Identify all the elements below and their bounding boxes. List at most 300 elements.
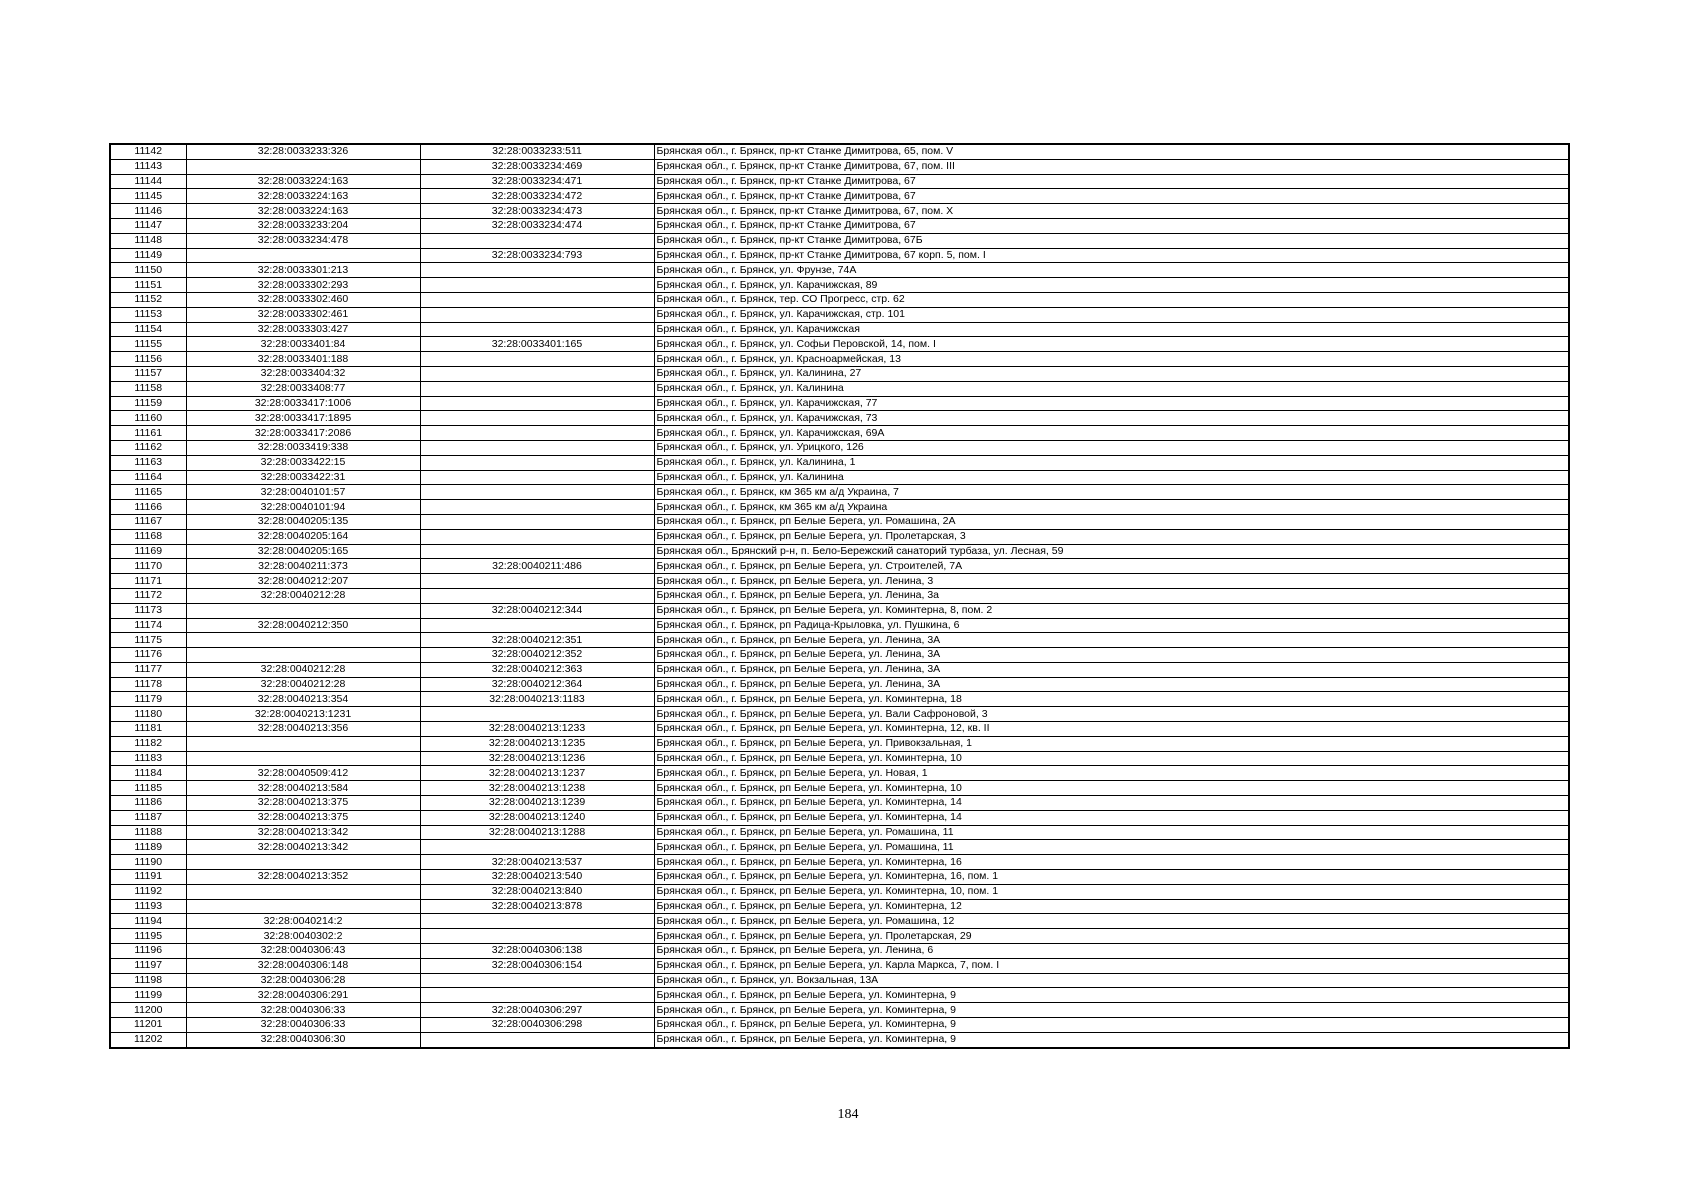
land-cadastral-number-cell: 32:28:0040101:94: [186, 500, 420, 515]
land-cadastral-number-cell: [186, 633, 420, 648]
object-cadastral-number-cell: 32:28:0040213:537: [420, 855, 654, 870]
table-row: [110, 307, 1569, 322]
table-row: [110, 899, 1569, 914]
row-number-cell: 11183: [110, 751, 186, 766]
table-row: [110, 233, 1569, 248]
table-row: [110, 381, 1569, 396]
object-cadastral-number-cell: 32:28:0040213:878: [420, 899, 654, 914]
row-number-cell: 11156: [110, 352, 186, 367]
table-row: [110, 322, 1569, 337]
row-number-cell: 11181: [110, 722, 186, 737]
address-cell: Брянская обл., г. Брянск, рп Белые Берега, ул. Ленина, 6: [654, 944, 1569, 959]
row-number-cell: 11176: [110, 648, 186, 663]
row-number-cell: 11157: [110, 366, 186, 381]
object-cadastral-number-cell: [420, 485, 654, 500]
table-row: [110, 278, 1569, 293]
row-number-cell: 11200: [110, 1003, 186, 1018]
registry-table: [109, 143, 1570, 1049]
address-cell: Брянская обл., г. Брянск, рп Белые Берега, ул. Коминтерна, 18: [654, 692, 1569, 707]
land-cadastral-number-cell: 32:28:0033302:460: [186, 292, 420, 307]
row-number-cell: 11162: [110, 440, 186, 455]
land-cadastral-number-cell: 32:28:0033233:204: [186, 218, 420, 233]
object-cadastral-number-cell: [420, 322, 654, 337]
land-cadastral-number-cell: 32:28:0033401:84: [186, 337, 420, 352]
address-cell: Брянская обл., г. Брянск, ул. Калинина: [654, 381, 1569, 396]
row-number-cell: 11201: [110, 1018, 186, 1033]
table-row: [110, 411, 1569, 426]
table-row: [110, 204, 1569, 219]
address-cell: Брянская обл., г. Брянск, ул. Калинина, 27: [654, 366, 1569, 381]
table-row: [110, 766, 1569, 781]
row-number-cell: 11151: [110, 278, 186, 293]
row-number-cell: 11152: [110, 292, 186, 307]
object-cadastral-number-cell: 32:28:0040213:1288: [420, 825, 654, 840]
land-cadastral-number-cell: 32:28:0040213:342: [186, 825, 420, 840]
address-cell: Брянская обл., г. Брянск, рп Белые Берега, ул. Строителей, 7А: [654, 559, 1569, 574]
address-cell: Брянская обл., г. Брянск, рп Белые Берега, ул. Коминтерна, 10: [654, 751, 1569, 766]
object-cadastral-number-cell: [420, 366, 654, 381]
land-cadastral-number-cell: 32:28:0040212:28: [186, 588, 420, 603]
address-cell: Брянская обл., г. Брянск, пр-кт Станке Димитрова, 67, пом. III: [654, 159, 1569, 174]
row-number-cell: 11153: [110, 307, 186, 322]
object-cadastral-number-cell: [420, 500, 654, 515]
object-cadastral-number-cell: [420, 988, 654, 1003]
row-number-cell: 11175: [110, 633, 186, 648]
table-row: [110, 189, 1569, 204]
address-cell: Брянская обл., г. Брянск, ул. Карачижская, 73: [654, 411, 1569, 426]
land-cadastral-number-cell: [186, 899, 420, 914]
land-cadastral-number-cell: 32:28:0040306:33: [186, 1018, 420, 1033]
land-cadastral-number-cell: 32:28:0040509:412: [186, 766, 420, 781]
land-cadastral-number-cell: 32:28:0033408:77: [186, 381, 420, 396]
address-cell: Брянская обл., г. Брянск, пр-кт Станке Димитрова, 67: [654, 218, 1569, 233]
row-number-cell: 11168: [110, 529, 186, 544]
table-row: [110, 618, 1569, 633]
table-row: [110, 840, 1569, 855]
table-row: [110, 248, 1569, 263]
object-cadastral-number-cell: 32:28:0040213:1238: [420, 781, 654, 796]
object-cadastral-number-cell: [420, 455, 654, 470]
table-row: [110, 751, 1569, 766]
land-cadastral-number-cell: 32:28:0033419:338: [186, 440, 420, 455]
land-cadastral-number-cell: [186, 159, 420, 174]
table-row: [110, 426, 1569, 441]
row-number-cell: 11202: [110, 1032, 186, 1047]
object-cadastral-number-cell: 32:28:0040213:1236: [420, 751, 654, 766]
table-row: [110, 500, 1569, 515]
address-cell: Брянская обл., г. Брянск, км 365 км а/д Украина, 7: [654, 485, 1569, 500]
land-cadastral-number-cell: [186, 736, 420, 751]
row-number-cell: 11190: [110, 855, 186, 870]
row-number-cell: 11188: [110, 825, 186, 840]
address-cell: Брянская обл., г. Брянск, ул. Карачижская, 77: [654, 396, 1569, 411]
table-row: [110, 263, 1569, 278]
land-cadastral-number-cell: 32:28:0040306:148: [186, 958, 420, 973]
table-row: [110, 144, 1569, 159]
object-cadastral-number-cell: 32:28:0033234:469: [420, 159, 654, 174]
land-cadastral-number-cell: 32:28:0033404:32: [186, 366, 420, 381]
object-cadastral-number-cell: [420, 440, 654, 455]
table-row: [110, 603, 1569, 618]
address-cell: Брянская обл., г. Брянск, ул. Карачижская, 89: [654, 278, 1569, 293]
object-cadastral-number-cell: 32:28:0040211:486: [420, 559, 654, 574]
object-cadastral-number-cell: 32:28:0040306:298: [420, 1018, 654, 1033]
table-row: [110, 648, 1569, 663]
table-row: [110, 440, 1569, 455]
land-cadastral-number-cell: 32:28:0040306:28: [186, 973, 420, 988]
object-cadastral-number-cell: [420, 618, 654, 633]
row-number-cell: 11166: [110, 500, 186, 515]
object-cadastral-number-cell: 32:28:0040212:364: [420, 677, 654, 692]
row-number-cell: 11155: [110, 337, 186, 352]
table-row: [110, 544, 1569, 559]
address-cell: Брянская обл., г. Брянск, рп Белые Берега, ул. Коминтерна, 8, пом. 2: [654, 603, 1569, 618]
address-cell: Брянская обл., г. Брянск, ул. Урицкого, 126: [654, 440, 1569, 455]
row-number-cell: 11147: [110, 218, 186, 233]
address-cell: Брянская обл., г. Брянск, тер. СО Прогресс, стр. 62: [654, 292, 1569, 307]
object-cadastral-number-cell: 32:28:0040306:138: [420, 944, 654, 959]
object-cadastral-number-cell: 32:28:0033234:472: [420, 189, 654, 204]
object-cadastral-number-cell: [420, 529, 654, 544]
land-cadastral-number-cell: 32:28:0033224:163: [186, 189, 420, 204]
object-cadastral-number-cell: 32:28:0040212:344: [420, 603, 654, 618]
land-cadastral-number-cell: [186, 855, 420, 870]
address-cell: Брянская обл., г. Брянск, рп Белые Берега, ул. Привокзальная, 1: [654, 736, 1569, 751]
object-cadastral-number-cell: 32:28:0040212:351: [420, 633, 654, 648]
land-cadastral-number-cell: 32:28:0040306:33: [186, 1003, 420, 1018]
object-cadastral-number-cell: [420, 840, 654, 855]
table-row: [110, 692, 1569, 707]
row-number-cell: 11194: [110, 914, 186, 929]
row-number-cell: 11174: [110, 618, 186, 633]
land-cadastral-number-cell: 32:28:0033234:478: [186, 233, 420, 248]
object-cadastral-number-cell: [420, 973, 654, 988]
table-row: [110, 396, 1569, 411]
land-cadastral-number-cell: 32:28:0033417:1895: [186, 411, 420, 426]
land-cadastral-number-cell: 32:28:0040212:28: [186, 677, 420, 692]
row-number-cell: 11161: [110, 426, 186, 441]
table-row: [110, 677, 1569, 692]
object-cadastral-number-cell: 32:28:0040306:297: [420, 1003, 654, 1018]
land-cadastral-number-cell: 32:28:0040213:356: [186, 722, 420, 737]
land-cadastral-number-cell: 32:28:0040213:584: [186, 781, 420, 796]
table-row: [110, 514, 1569, 529]
address-cell: Брянская обл., г. Брянск, рп Белые Берега, ул. Ленина, 3А: [654, 677, 1569, 692]
object-cadastral-number-cell: 32:28:0040213:1183: [420, 692, 654, 707]
table-row: [110, 1018, 1569, 1033]
object-cadastral-number-cell: 32:28:0033234:473: [420, 204, 654, 219]
row-number-cell: 11150: [110, 263, 186, 278]
object-cadastral-number-cell: 32:28:0033401:165: [420, 337, 654, 352]
page-number: 184: [837, 1107, 859, 1122]
object-cadastral-number-cell: 32:28:0040213:1233: [420, 722, 654, 737]
row-number-cell: 11195: [110, 929, 186, 944]
land-cadastral-number-cell: [186, 884, 420, 899]
table-row: [110, 914, 1569, 929]
table-row: [110, 366, 1569, 381]
address-cell: Брянская обл., г. Брянск, рп Белые Берега, ул. Коминтерна, 9: [654, 1032, 1569, 1047]
land-cadastral-number-cell: 32:28:0040213:1231: [186, 707, 420, 722]
address-cell: Брянская обл., г. Брянск, рп Белые Берега, ул. Ленина, 3: [654, 574, 1569, 589]
object-cadastral-number-cell: [420, 263, 654, 278]
land-cadastral-number-cell: 32:28:0040213:375: [186, 810, 420, 825]
row-number-cell: 11149: [110, 248, 186, 263]
object-cadastral-number-cell: [420, 544, 654, 559]
address-cell: Брянская обл., г. Брянск, ул. Красноармейская, 13: [654, 352, 1569, 367]
land-cadastral-number-cell: 32:28:0033224:163: [186, 204, 420, 219]
address-cell: Брянская обл., г. Брянск, ул. Карачижская, 69А: [654, 426, 1569, 441]
row-number-cell: 11164: [110, 470, 186, 485]
object-cadastral-number-cell: [420, 411, 654, 426]
table-row: [110, 574, 1569, 589]
row-number-cell: 11158: [110, 381, 186, 396]
address-cell: Брянская обл., г. Брянск, пр-кт Станке Димитрова, 67 корп. 5, пом. I: [654, 248, 1569, 263]
address-cell: Брянская обл., г. Брянск, рп Белые Берега, ул. Пролетарская, 3: [654, 529, 1569, 544]
address-cell: Брянская обл., г. Брянск, рп Белые Берега, ул. Ленина, 3а: [654, 588, 1569, 603]
object-cadastral-number-cell: [420, 426, 654, 441]
row-number-cell: 11167: [110, 514, 186, 529]
address-cell: Брянская обл., г. Брянск, рп Белые Берега, ул. Карла Маркса, 7, пом. I: [654, 958, 1569, 973]
object-cadastral-number-cell: [420, 292, 654, 307]
land-cadastral-number-cell: 32:28:0033417:1006: [186, 396, 420, 411]
object-cadastral-number-cell: [420, 396, 654, 411]
row-number-cell: 11196: [110, 944, 186, 959]
land-cadastral-number-cell: 32:28:0040212:207: [186, 574, 420, 589]
table-row: [110, 455, 1569, 470]
address-cell: Брянская обл., г. Брянск, рп Белые Берега, ул. Коминтерна, 12: [654, 899, 1569, 914]
object-cadastral-number-cell: [420, 352, 654, 367]
address-cell: Брянская обл., г. Брянск, ул. Фрунзе, 74А: [654, 263, 1569, 278]
table-row: [110, 633, 1569, 648]
address-cell: Брянская обл., г. Брянск, рп Радица-Крыловка, ул. Пушкина, 6: [654, 618, 1569, 633]
table-row: [110, 707, 1569, 722]
row-number-cell: 11184: [110, 766, 186, 781]
object-cadastral-number-cell: [420, 233, 654, 248]
land-cadastral-number-cell: 32:28:0033302:293: [186, 278, 420, 293]
row-number-cell: 11180: [110, 707, 186, 722]
row-number-cell: 11179: [110, 692, 186, 707]
table-row: [110, 958, 1569, 973]
table-row: [110, 796, 1569, 811]
table-row: [110, 218, 1569, 233]
land-cadastral-number-cell: 32:28:0040205:165: [186, 544, 420, 559]
address-cell: Брянская обл., г. Брянск, рп Белые Берега, ул. Пролетарская, 29: [654, 929, 1569, 944]
object-cadastral-number-cell: 32:28:0033234:793: [420, 248, 654, 263]
row-number-cell: 11142: [110, 144, 186, 159]
object-cadastral-number-cell: 32:28:0040213:540: [420, 870, 654, 885]
address-cell: Брянская обл., г. Брянск, рп Белые Берега, ул. Ромашина, 12: [654, 914, 1569, 929]
land-cadastral-number-cell: 32:28:0040213:354: [186, 692, 420, 707]
row-number-cell: 11154: [110, 322, 186, 337]
row-number-cell: 11165: [110, 485, 186, 500]
table-row: [110, 973, 1569, 988]
address-cell: Брянская обл., г. Брянск, ул. Софьи Перовской, 14, пом. I: [654, 337, 1569, 352]
table-row: [110, 929, 1569, 944]
row-number-cell: 11170: [110, 559, 186, 574]
land-cadastral-number-cell: 32:28:0033422:15: [186, 455, 420, 470]
row-number-cell: 11146: [110, 204, 186, 219]
table-row: [110, 292, 1569, 307]
table-row: [110, 825, 1569, 840]
land-cadastral-number-cell: 32:28:0033224:163: [186, 174, 420, 189]
address-cell: Брянская обл., г. Брянск, ул. Калинина: [654, 470, 1569, 485]
address-cell: Брянская обл., г. Брянск, рп Белые Берега, ул. Коминтерна, 9: [654, 1003, 1569, 1018]
land-cadastral-number-cell: 32:28:0033401:188: [186, 352, 420, 367]
table-row: [110, 588, 1569, 603]
land-cadastral-number-cell: 32:28:0040213:375: [186, 796, 420, 811]
address-cell: Брянская обл., Брянский р-н, п. Бело-Бережский санаторий турбаза, ул. Лесная, 59: [654, 544, 1569, 559]
object-cadastral-number-cell: 32:28:0040213:1237: [420, 766, 654, 781]
table-row: [110, 529, 1569, 544]
object-cadastral-number-cell: [420, 381, 654, 396]
table-row: [110, 1032, 1569, 1047]
object-cadastral-number-cell: 32:28:0040212:363: [420, 662, 654, 677]
land-cadastral-number-cell: 32:28:0040205:135: [186, 514, 420, 529]
address-cell: Брянская обл., г. Брянск, пр-кт Станке Димитрова, 67Б: [654, 233, 1569, 248]
row-number-cell: 11193: [110, 899, 186, 914]
table-row: [110, 559, 1569, 574]
address-cell: Брянская обл., г. Брянск, рп Белые Берега, ул. Коминтерна, 9: [654, 1018, 1569, 1033]
row-number-cell: 11173: [110, 603, 186, 618]
land-cadastral-number-cell: 32:28:0033422:31: [186, 470, 420, 485]
row-number-cell: 11172: [110, 588, 186, 603]
table-row: [110, 988, 1569, 1003]
address-cell: Брянская обл., г. Брянск, рп Белые Берега, ул. Коминтерна, 9: [654, 988, 1569, 1003]
row-number-cell: 11163: [110, 455, 186, 470]
row-number-cell: 11160: [110, 411, 186, 426]
table-row: [110, 781, 1569, 796]
object-cadastral-number-cell: [420, 707, 654, 722]
land-cadastral-number-cell: 32:28:0033302:461: [186, 307, 420, 322]
address-cell: Брянская обл., г. Брянск, пр-кт Станке Димитрова, 67: [654, 189, 1569, 204]
address-cell: Брянская обл., г. Брянск, рп Белые Берега, ул. Коминтерна, 14: [654, 796, 1569, 811]
object-cadastral-number-cell: 32:28:0040212:352: [420, 648, 654, 663]
land-cadastral-number-cell: 32:28:0040306:30: [186, 1032, 420, 1047]
table-row: [110, 1003, 1569, 1018]
land-cadastral-number-cell: 32:28:0040205:164: [186, 529, 420, 544]
table-row: [110, 944, 1569, 959]
table-row: [110, 870, 1569, 885]
table-row: [110, 159, 1569, 174]
row-number-cell: 11143: [110, 159, 186, 174]
address-cell: Брянская обл., г. Брянск, пр-кт Станке Димитрова, 65, пом. V: [654, 144, 1569, 159]
row-number-cell: 11189: [110, 840, 186, 855]
address-cell: Брянская обл., г. Брянск, рп Белые Берега, ул. Коминтерна, 12, кв. II: [654, 722, 1569, 737]
object-cadastral-number-cell: [420, 470, 654, 485]
land-cadastral-number-cell: 32:28:0040306:43: [186, 944, 420, 959]
registry-table-body: [110, 144, 1569, 1048]
address-cell: Брянская обл., г. Брянск, рп Белые Берега, ул. Ромашина, 11: [654, 825, 1569, 840]
land-cadastral-number-cell: 32:28:0040213:342: [186, 840, 420, 855]
land-cadastral-number-cell: [186, 248, 420, 263]
address-cell: Брянская обл., г. Брянск, ул. Вокзальная, 13А: [654, 973, 1569, 988]
row-number-cell: 11187: [110, 810, 186, 825]
row-number-cell: 11199: [110, 988, 186, 1003]
object-cadastral-number-cell: [420, 307, 654, 322]
address-cell: Брянская обл., г. Брянск, рп Белые Берега, ул. Коминтерна, 14: [654, 810, 1569, 825]
object-cadastral-number-cell: [420, 929, 654, 944]
table-row: [110, 337, 1569, 352]
object-cadastral-number-cell: 32:28:0040306:154: [420, 958, 654, 973]
row-number-cell: 11159: [110, 396, 186, 411]
object-cadastral-number-cell: 32:28:0040213:1235: [420, 736, 654, 751]
row-number-cell: 11171: [110, 574, 186, 589]
land-cadastral-number-cell: 32:28:0040101:57: [186, 485, 420, 500]
object-cadastral-number-cell: [420, 914, 654, 929]
address-cell: Брянская обл., г. Брянск, пр-кт Станке Димитрова, 67, пом. X: [654, 204, 1569, 219]
row-number-cell: 11186: [110, 796, 186, 811]
row-number-cell: 11148: [110, 233, 186, 248]
land-cadastral-number-cell: 32:28:0040212:28: [186, 662, 420, 677]
land-cadastral-number-cell: 32:28:0033233:326: [186, 144, 420, 159]
table-row: [110, 662, 1569, 677]
table-row: [110, 352, 1569, 367]
land-cadastral-number-cell: [186, 751, 420, 766]
row-number-cell: 11191: [110, 870, 186, 885]
row-number-cell: 11145: [110, 189, 186, 204]
address-cell: Брянская обл., г. Брянск, рп Белые Берега, ул. Ленина, 3А: [654, 662, 1569, 677]
address-cell: Брянская обл., г. Брянск, рп Белые Берега, ул. Коминтерна, 10, пом. 1: [654, 884, 1569, 899]
row-number-cell: 11185: [110, 781, 186, 796]
land-cadastral-number-cell: 32:28:0040213:352: [186, 870, 420, 885]
address-cell: Брянская обл., г. Брянск, ул. Калинина, 1: [654, 455, 1569, 470]
row-number-cell: 11177: [110, 662, 186, 677]
object-cadastral-number-cell: [420, 574, 654, 589]
table-row: [110, 174, 1569, 189]
table-row: [110, 736, 1569, 751]
land-cadastral-number-cell: 32:28:0040214:2: [186, 914, 420, 929]
row-number-cell: 11144: [110, 174, 186, 189]
object-cadastral-number-cell: 32:28:0033234:471: [420, 174, 654, 189]
table-row: [110, 722, 1569, 737]
land-cadastral-number-cell: 32:28:0040212:350: [186, 618, 420, 633]
row-number-cell: 11169: [110, 544, 186, 559]
address-cell: Брянская обл., г. Брянск, рп Белые Берега, ул. Новая, 1: [654, 766, 1569, 781]
row-number-cell: 11197: [110, 958, 186, 973]
object-cadastral-number-cell: 32:28:0040213:1240: [420, 810, 654, 825]
object-cadastral-number-cell: 32:28:0040213:840: [420, 884, 654, 899]
address-cell: Брянская обл., г. Брянск, рп Белые Берега, ул. Коминтерна, 10: [654, 781, 1569, 796]
table-row: [110, 485, 1569, 500]
address-cell: Брянская обл., г. Брянск, рп Белые Берега, ул. Ромашина, 2А: [654, 514, 1569, 529]
address-cell: Брянская обл., г. Брянск, рп Белые Берега, ул. Ленина, 3А: [654, 633, 1569, 648]
address-cell: Брянская обл., г. Брянск, рп Белые Берега, ул. Вали Сафроновой, 3: [654, 707, 1569, 722]
land-cadastral-number-cell: 32:28:0040211:373: [186, 559, 420, 574]
row-number-cell: 11182: [110, 736, 186, 751]
land-cadastral-number-cell: 32:28:0033417:2086: [186, 426, 420, 441]
row-number-cell: 11192: [110, 884, 186, 899]
table-row: [110, 884, 1569, 899]
land-cadastral-number-cell: [186, 603, 420, 618]
address-cell: Брянская обл., г. Брянск, ул. Карачижская, стр. 101: [654, 307, 1569, 322]
address-cell: Брянская обл., г. Брянск, рп Белые Берега, ул. Ромашина, 11: [654, 840, 1569, 855]
table-row: [110, 810, 1569, 825]
object-cadastral-number-cell: 32:28:0033234:474: [420, 218, 654, 233]
object-cadastral-number-cell: 32:28:0033233:511: [420, 144, 654, 159]
object-cadastral-number-cell: 32:28:0040213:1239: [420, 796, 654, 811]
table-row: [110, 470, 1569, 485]
land-cadastral-number-cell: 32:28:0033303:427: [186, 322, 420, 337]
land-cadastral-number-cell: 32:28:0040306:291: [186, 988, 420, 1003]
address-cell: Брянская обл., г. Брянск, пр-кт Станке Димитрова, 67: [654, 174, 1569, 189]
address-cell: Брянская обл., г. Брянск, ул. Карачижская: [654, 322, 1569, 337]
object-cadastral-number-cell: [420, 588, 654, 603]
row-number-cell: 11198: [110, 973, 186, 988]
address-cell: Брянская обл., г. Брянск, рп Белые Берега, ул. Коминтерна, 16: [654, 855, 1569, 870]
land-cadastral-number-cell: 32:28:0033301:213: [186, 263, 420, 278]
object-cadastral-number-cell: [420, 514, 654, 529]
land-cadastral-number-cell: 32:28:0040302:2: [186, 929, 420, 944]
